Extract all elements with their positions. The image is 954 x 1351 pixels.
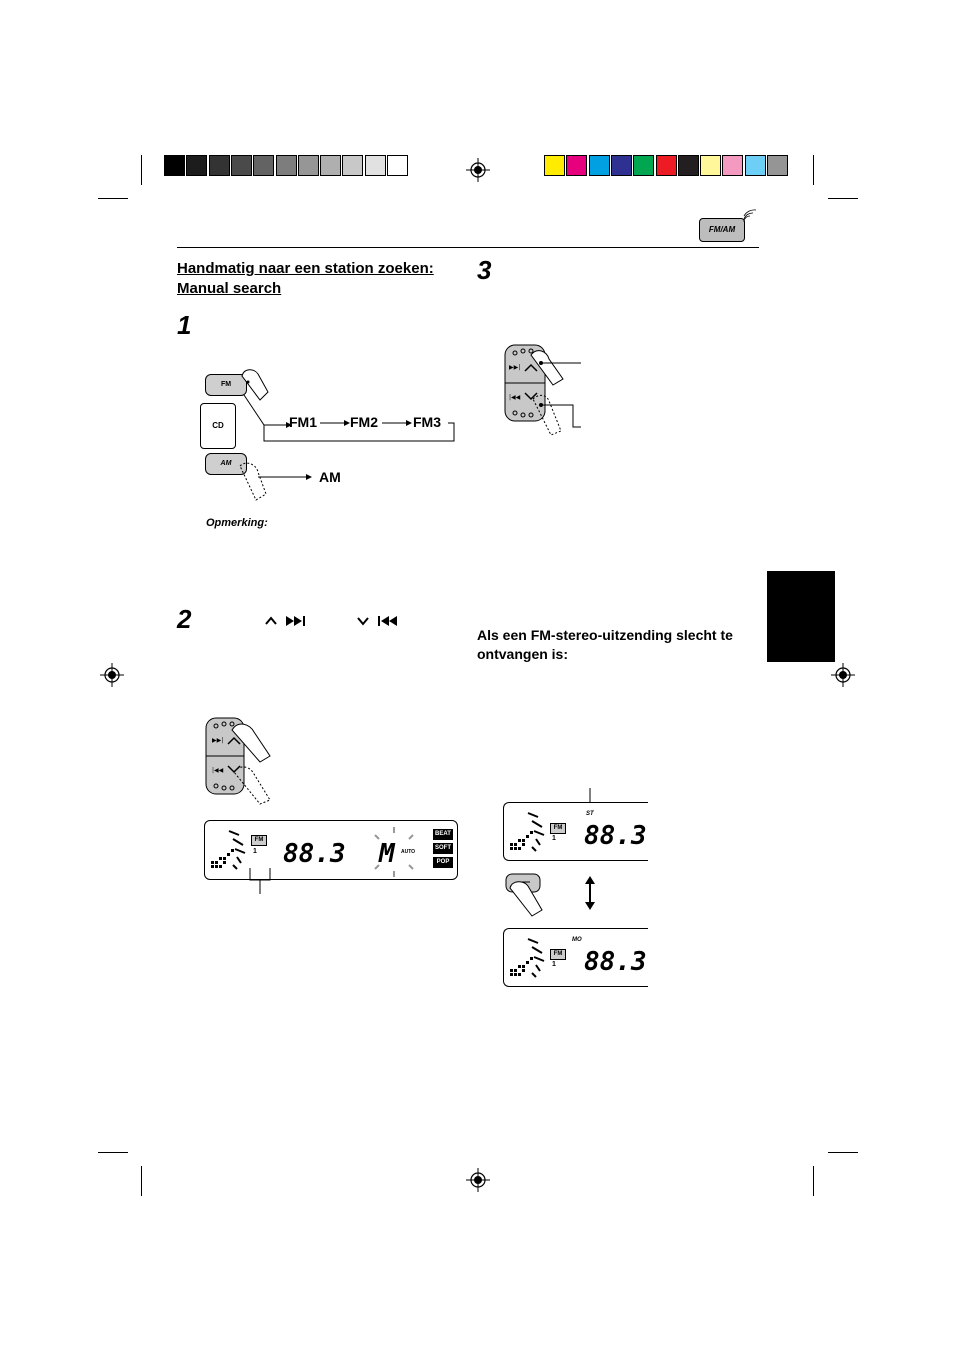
svg-text:|◀◀: |◀◀ bbox=[212, 767, 224, 774]
gray-swatch bbox=[342, 155, 363, 176]
color-swatch bbox=[656, 155, 677, 176]
color-swatch bbox=[633, 155, 654, 176]
cd-button[interactable] bbox=[200, 403, 236, 449]
callout-bracket bbox=[246, 866, 276, 896]
section-title-line2: Manual search bbox=[177, 280, 282, 297]
side-tab bbox=[767, 571, 835, 662]
frequency-readout: 88.3 bbox=[584, 821, 647, 851]
eq-pop: POP bbox=[433, 857, 453, 868]
color-swatch bbox=[566, 155, 587, 176]
gray-swatch bbox=[365, 155, 386, 176]
level-meter-icon bbox=[508, 935, 548, 981]
stereo-title-line1: Als een FM-stereo-uitzending slecht te bbox=[477, 627, 733, 643]
gray-swatch bbox=[298, 155, 319, 176]
gray-swatch bbox=[209, 155, 230, 176]
seek-rocker-button-step3[interactable] bbox=[503, 343, 583, 438]
color-swatch bbox=[544, 155, 565, 176]
level-meter-icon bbox=[508, 809, 548, 855]
registration-mark-icon bbox=[100, 663, 124, 687]
lcd-display-step2 bbox=[204, 820, 458, 880]
band-indicator: FM bbox=[550, 823, 566, 834]
mono-button[interactable] bbox=[504, 872, 548, 922]
step-1-number: 1 bbox=[177, 310, 192, 340]
crop-mark bbox=[141, 155, 142, 185]
seek-rocker-button[interactable] bbox=[204, 716, 276, 806]
cd-button-label: CD bbox=[212, 421, 224, 430]
auto-indicator: AUTO bbox=[401, 849, 416, 855]
svg-text:|◀◀: |◀◀ bbox=[509, 394, 521, 401]
am-label: AM bbox=[319, 469, 341, 485]
eq-beat: BEAT bbox=[433, 829, 453, 840]
color-swatch bbox=[678, 155, 699, 176]
preset-number: 1 bbox=[552, 961, 556, 968]
color-swatch bbox=[700, 155, 721, 176]
color-swatch bbox=[767, 155, 788, 176]
gray-swatch bbox=[186, 155, 207, 176]
gray-swatch bbox=[231, 155, 252, 176]
gray-swatch bbox=[387, 155, 408, 176]
step-2-number: 2 bbox=[177, 604, 192, 634]
color-swatch bbox=[722, 155, 743, 176]
stereo-indicator: ST bbox=[586, 811, 594, 817]
band-fm3: FM3 bbox=[413, 414, 441, 430]
manual-mode-indicator: M bbox=[379, 839, 395, 869]
band-indicator: FM bbox=[251, 835, 267, 846]
eq-soft: SOFT bbox=[433, 843, 453, 854]
registration-mark-icon bbox=[831, 663, 855, 687]
gray-swatch bbox=[164, 155, 185, 176]
header-rule bbox=[177, 247, 759, 248]
crop-mark bbox=[98, 1152, 128, 1153]
crop-mark bbox=[813, 1166, 814, 1196]
lcd-display-stereo bbox=[503, 802, 648, 861]
fm-button-label: FM bbox=[220, 381, 232, 388]
crop-mark bbox=[98, 198, 128, 199]
svg-text:▶▶|: ▶▶| bbox=[212, 737, 224, 744]
band-indicator: FM bbox=[550, 949, 566, 960]
gray-swatch bbox=[276, 155, 297, 176]
down-skip-back-icon bbox=[356, 614, 406, 626]
badge-label: FM/AM bbox=[708, 225, 736, 234]
frequency-readout: 88.3 bbox=[584, 947, 647, 977]
crop-mark bbox=[828, 198, 858, 199]
band-fm2: FM2 bbox=[350, 414, 378, 430]
frequency-readout: 88.3 bbox=[283, 839, 346, 869]
registration-mark-icon bbox=[466, 1168, 490, 1192]
lcd-display-mono bbox=[503, 928, 648, 987]
toggle-arrow-icon bbox=[584, 876, 596, 910]
stereo-title-line2: ontvangen is: bbox=[477, 646, 569, 662]
crop-mark bbox=[141, 1166, 142, 1196]
stereo-section-title bbox=[477, 626, 733, 664]
finger-press-dotted-icon bbox=[236, 462, 272, 502]
color-swatch bbox=[611, 155, 632, 176]
band-fm1: FM1 bbox=[289, 414, 317, 430]
crop-mark bbox=[813, 155, 814, 185]
color-swatch bbox=[589, 155, 610, 176]
preset-number: 1 bbox=[253, 848, 257, 855]
preset-number: 1 bbox=[552, 835, 556, 842]
signal-waves-icon bbox=[742, 210, 756, 224]
level-meter-icon bbox=[209, 827, 249, 873]
crop-mark bbox=[828, 1152, 858, 1153]
fm-am-badge bbox=[699, 218, 745, 242]
section-title bbox=[177, 259, 434, 299]
am-arrow bbox=[258, 472, 314, 482]
step-3-number: 3 bbox=[477, 255, 492, 285]
svg-text:▶▶|: ▶▶| bbox=[509, 364, 521, 371]
am-button-label: AM bbox=[220, 460, 232, 467]
up-skip-forward-icon bbox=[264, 614, 314, 626]
gray-swatch bbox=[320, 155, 341, 176]
section-title-line1: Handmatig naar een station zoeken: bbox=[177, 260, 434, 277]
registration-mark-icon bbox=[466, 158, 490, 182]
gray-swatch bbox=[253, 155, 274, 176]
mono-indicator: MO bbox=[572, 937, 582, 943]
note-label: Opmerking: bbox=[206, 517, 268, 529]
color-swatch bbox=[745, 155, 766, 176]
